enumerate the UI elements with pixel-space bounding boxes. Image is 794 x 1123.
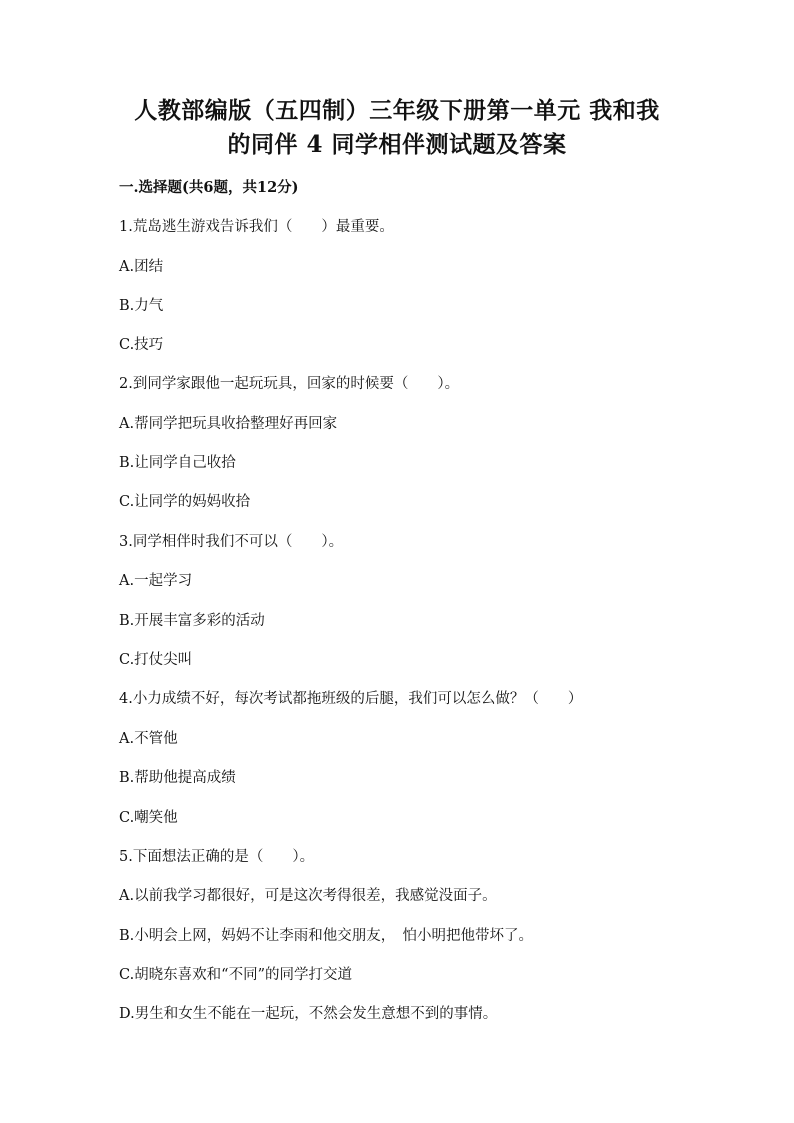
option-1-b: B.力气 <box>119 298 164 314</box>
option-5-b: B.小明会上网，妈妈不让李雨和他交朋友， 怕小明把他带坏了。 <box>119 928 534 944</box>
option-4-c: C.嘲笑他 <box>119 810 178 826</box>
document-title <box>100 94 694 162</box>
option-3-b: B.开展丰富多彩的活动 <box>119 613 265 629</box>
question-stem-3: 3.同学相伴时我们不可以（ ）。 <box>119 534 344 550</box>
option-5-c: C.胡晓东喜欢和“不同”的同学打交道 <box>119 967 353 983</box>
option-2-a: A.帮同学把玩具收拾整理好再回家 <box>119 416 338 432</box>
option-1-c: C.技巧 <box>119 337 164 353</box>
option-3-a: A.一起学习 <box>119 573 193 589</box>
option-3-c: C.打仗尖叫 <box>119 652 193 668</box>
option-1-a: A.团结 <box>119 259 164 275</box>
option-2-b: B.让同学自己收拾 <box>119 455 236 471</box>
question-stem-1: 1.荒岛逃生游戏告诉我们（ ）最重要。 <box>119 219 394 235</box>
option-5-a: A.以前我学习都很好，可是这次考得很差，我感觉没面子。 <box>119 888 497 904</box>
title-line-2: 的同伴 4 同学相伴测试题及答案 <box>227 131 567 158</box>
option-4-b: B.帮助他提高成绩 <box>119 770 236 786</box>
question-stem-5: 5.下面想法正确的是（ ）。 <box>119 849 315 865</box>
option-2-c: C.让同学的妈妈收拾 <box>119 494 251 510</box>
question-stem-4: 4.小力成绩不好，每次考试都拖班级的后腿，我们可以怎么做？（ ） <box>119 691 583 707</box>
title-line-1: 人教部编版（五四制）三年级下册第一单元 我和我 <box>134 97 660 124</box>
option-5-d: D.男生和女生不能在一起玩，不然会发生意想不到的事情。 <box>119 1006 498 1022</box>
option-4-a: A.不管他 <box>119 731 178 747</box>
question-stem-2: 2.到同学家跟他一起玩玩具，回家的时候要（ ）。 <box>119 376 460 392</box>
section-title: 一.选择题(共6题，共12分) <box>119 179 299 196</box>
